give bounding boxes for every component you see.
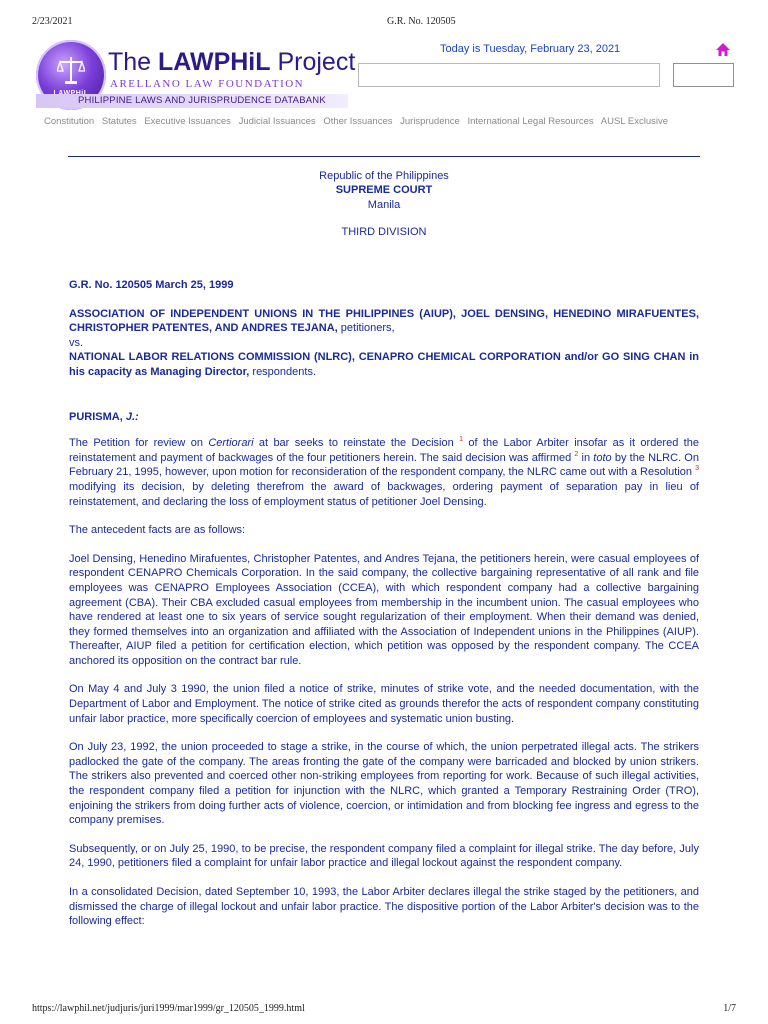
site-logo[interactable] bbox=[36, 38, 366, 114]
p1-text-b: at bar seeks to reinstate the Decision bbox=[253, 437, 460, 450]
logo-banner bbox=[36, 94, 348, 108]
search-input[interactable] bbox=[358, 63, 660, 87]
ponente-name: PURISMA, bbox=[69, 410, 126, 423]
today-date: Today is Tuesday, February 23, 2021 bbox=[440, 43, 621, 55]
nav-other-issuances[interactable]: Other Issuances bbox=[323, 116, 393, 127]
p1-text-e: by the NLRC. On February 21, 1995, however, upon motion for reconsideration of the respondent company, the NLRC came out with a Resolution bbox=[69, 451, 699, 479]
logo-title-brand: LAWPHiL bbox=[158, 48, 271, 76]
petitioners-label: petitioners, bbox=[337, 322, 395, 335]
nav-statutes[interactable]: Statutes bbox=[101, 116, 137, 127]
p1-text-f: modifying its decision, by deleting therefrom the award of backwages, ordering payment of separation pay in lieu of reinstatement, and declaring the loss of employment status of petitioner Joel Densing. bbox=[69, 480, 699, 508]
nav-jurisprudence[interactable]: Jurisprudence bbox=[400, 116, 460, 127]
case-number: G.R. No. 120505 March 25, 1999 bbox=[69, 279, 234, 291]
versus: vs. bbox=[69, 336, 84, 349]
logo-title-prefix: The bbox=[108, 48, 159, 76]
main-nav bbox=[44, 116, 673, 127]
court-city: Manila bbox=[367, 199, 401, 211]
nav-executive-issuances[interactable]: Executive Issuances bbox=[144, 116, 231, 127]
respondents bbox=[69, 350, 699, 379]
print-page-number: 1/7 bbox=[723, 1003, 736, 1014]
nav-constitution[interactable]: Constitution bbox=[44, 116, 95, 127]
print-header bbox=[32, 16, 736, 30]
logo-subtitle: ARELLANO LAW FOUNDATION bbox=[110, 78, 305, 90]
print-title: G.R. No. 120505 bbox=[387, 16, 456, 27]
nav-international-legal-resources[interactable]: International Legal Resources bbox=[467, 116, 594, 127]
petitioners-names: ASSOCIATION OF INDEPENDENT UNIONS IN THE PHILIPPINES (AIUP), JOEL DENSING, HENEDINO MIRAFUENTES, CHRISTOPHER PATENTES, AND ANDRES TEJANA, bbox=[69, 307, 699, 335]
respondents-label: respondents. bbox=[249, 365, 316, 378]
logo-title-suffix: Project bbox=[270, 48, 356, 76]
divider bbox=[68, 156, 700, 157]
p1-toto: toto bbox=[593, 451, 612, 464]
p1-text-d: in bbox=[578, 451, 594, 464]
paragraph-3: Joel Densing, Henedino Mirafuentes, Christopher Patentes, and Andres Tejana, the petitioners herein, were casual employees of respondent CENAPRO Chemicals Corporation. In the said company, the collective bargaining representative of all rank and file employees was CENAPRO Employees Association (CCEA), with which respondent company had a collective bargaining agreement (CBA). Their CBA excluded casual employees from membership in the incumbent union. The casual employees who have rendered at least one to six years of service sought regularization of their employment. When their demand was denied, they formed themselves into an organization and affiliated with the Association of Independent unions in the Philippines (AIUP). Thereafter, AIUP filed a petition for certification election, which petition was opposed by the respondent company. The CCEA anchored its opposition on the contract bar rule. bbox=[69, 552, 699, 667]
court-name: SUPREME COURT bbox=[335, 184, 433, 196]
p1-certiorari: Certiorari bbox=[208, 437, 254, 450]
paragraph-2: The antecedent facts are as follows: bbox=[69, 524, 246, 537]
search-button[interactable] bbox=[673, 63, 734, 87]
paragraph-7: In a consolidated Decision, dated September 10, 1993, the Labor Arbiter declares illegal the strike staged by the petitioners, and dismissed the charge of illegal lockout and unfair labor practice. The dispositive portion of the Labor Arbiter's decision was to the following effect: bbox=[69, 886, 699, 928]
print-url: https://lawphil.net/judjuris/juri1999/mar1999/gr_120505_1999.html bbox=[32, 1003, 305, 1014]
ponente bbox=[69, 410, 699, 425]
petitioners bbox=[69, 307, 699, 336]
nav-ausl-exclusive[interactable]: AUSL Exclusive bbox=[600, 116, 669, 127]
nav-judicial-issuances[interactable]: Judicial Issuances bbox=[238, 116, 316, 127]
footnote-1-link[interactable]: 1 bbox=[459, 436, 463, 444]
footnote-3-link[interactable]: 3 bbox=[695, 465, 699, 473]
decision-body bbox=[69, 278, 699, 943]
court-republic: Republic of the Philippines bbox=[319, 170, 449, 182]
p1-text-a: The Petition for review on bbox=[69, 437, 209, 450]
logo-banner-text: PHILIPPINE LAWS AND JURISPRUDENCE DATABANK bbox=[78, 95, 326, 106]
paragraph-5: On July 23, 1992, the union proceeded to stage a strike, in the course of which, the union perpetrated illegal acts. The strikers padlocked the gate of the company. The areas fronting the gate of the company were barricaded and blocked by union strikers. The strikers also prevented and coerced other non-striking employees from reporting for work. Because of such illegal activities, the respondent company filed a petition for injunction with the NLRC, which granted a Temporary Restraining Order (TRO), enjoining the strikers from doing further acts of violence, coercion, or intimidation and from blocking fee ingress and egress to the company premises. bbox=[69, 741, 699, 827]
print-date: 2/23/2021 bbox=[32, 16, 73, 27]
footnote-2-link[interactable]: 2 bbox=[574, 450, 579, 458]
court-division: THIRD DIVISION bbox=[341, 226, 427, 238]
print-footer bbox=[32, 1003, 736, 1017]
scales-of-justice-icon bbox=[57, 54, 85, 86]
respondents-names: NATIONAL LABOR RELATIONS COMMISSION (NLRC), CENAPRO CHEMICAL CORPORATION and/or GO SING CHAN in his capacity as Managing Director, bbox=[69, 351, 699, 378]
paragraph-1 bbox=[69, 436, 699, 509]
paragraph-6: Subsequently, or on July 25, 1990, to be precise, the respondent company filed a complaint for illegal strike. The day before, July 24, 1990, petitioners filed a complaint for unfair labor practice and illegal lockout against the respondent company. bbox=[69, 842, 699, 870]
home-icon[interactable] bbox=[715, 42, 731, 58]
logo-title bbox=[108, 48, 355, 77]
paragraph-4: On May 4 and July 3 1990, the union filed a notice of strike, minutes of strike vote, and the needed documentation, with the Department of Labor and Employment. The notice of strike cited as grounds therefor the acts of respondent company constituting unfair labor practice, more specifically coercion of employees and systematic union busting. bbox=[69, 683, 699, 725]
p1-text-c: of the Labor Arbiter insofar as it ordered the reinstatement and payment of backwages of the four petitioners herein. The said decision was affirmed bbox=[69, 437, 699, 464]
ponente-suffix: J.: bbox=[125, 410, 139, 423]
